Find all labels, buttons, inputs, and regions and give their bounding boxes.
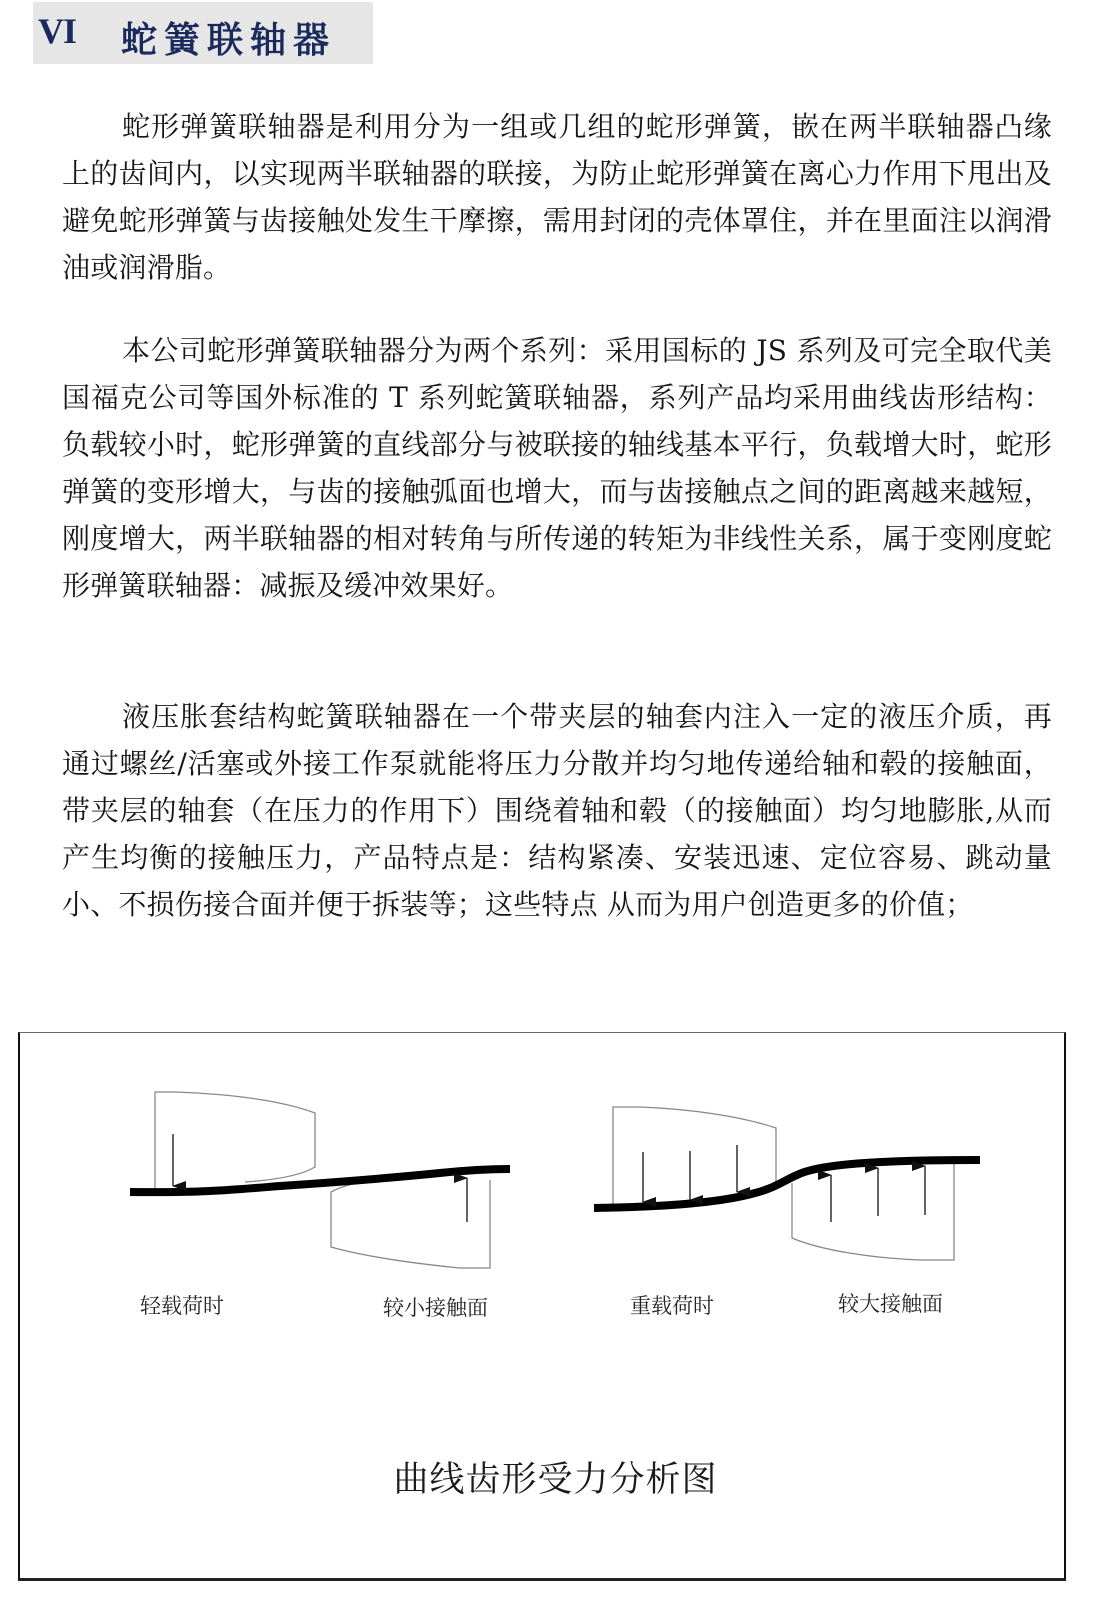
label-heavy-load: 重载荷时 [630, 1294, 714, 1318]
section-title: 蛇簧联轴器 [121, 19, 337, 61]
label-light-load: 轻载荷时 [140, 1294, 224, 1318]
paragraph-hydraulic: 液压胀套结构蛇簧联轴器在一个带夹层的轴套内注入一定的液压介质，再通过螺丝/活塞或外接工作泵就能将压力分散并均匀地传递给轴和毂的接触面，带夹层的轴套（在压力的作用下）围绕着轴和毂（的接触面）均匀地膨胀,从而产生均衡的接触压力，产品特点是：结构紧凑、安装迅速、定位容易、跳动量小、不损伤接合面并便于拆装等；这些特点 从而为用户创造更多的价值； [62, 700, 1052, 921]
section-number: VI [38, 11, 77, 51]
label-large-contact: 较大接触面 [838, 1292, 943, 1316]
paragraph-series: 本公司蛇形弹簧联轴器分为两个系列：采用国标的 JS 系列及可完全取代美国福克公司等国外标准的 T 系列蛇簧联轴器，系列产品均采用曲线齿形结构：负载较小时，蛇形弹簧的直线部分与被联接的轴线基本平行，负载增大时，蛇形弹簧的变形增大，与齿的接触弧面也增大，而与齿接触点之间的距离越来越短，刚度增大，两半联轴器的相对转角与所传递的转矩为非线性关系，属于变刚度蛇形弹簧联轴器：减振及缓冲效果好。 [62, 334, 1052, 602]
figure-caption: 曲线齿形受力分析图 [393, 1460, 718, 1500]
paragraph-intro: 蛇形弹簧联轴器是利用分为一组或几组的蛇形弹簧，嵌在两半联轴器凸缘上的齿间内，以实现两半联轴器的联接，为防止蛇形弹簧在离心力作用下甩出及避免蛇形弹簧与齿接触处发生干摩擦，需用封闭的壳体罩住，并在里面注以润滑油或润滑脂。 [62, 110, 1052, 284]
section-heading [33, 2, 373, 64]
label-small-contact: 较小接触面 [383, 1296, 488, 1320]
